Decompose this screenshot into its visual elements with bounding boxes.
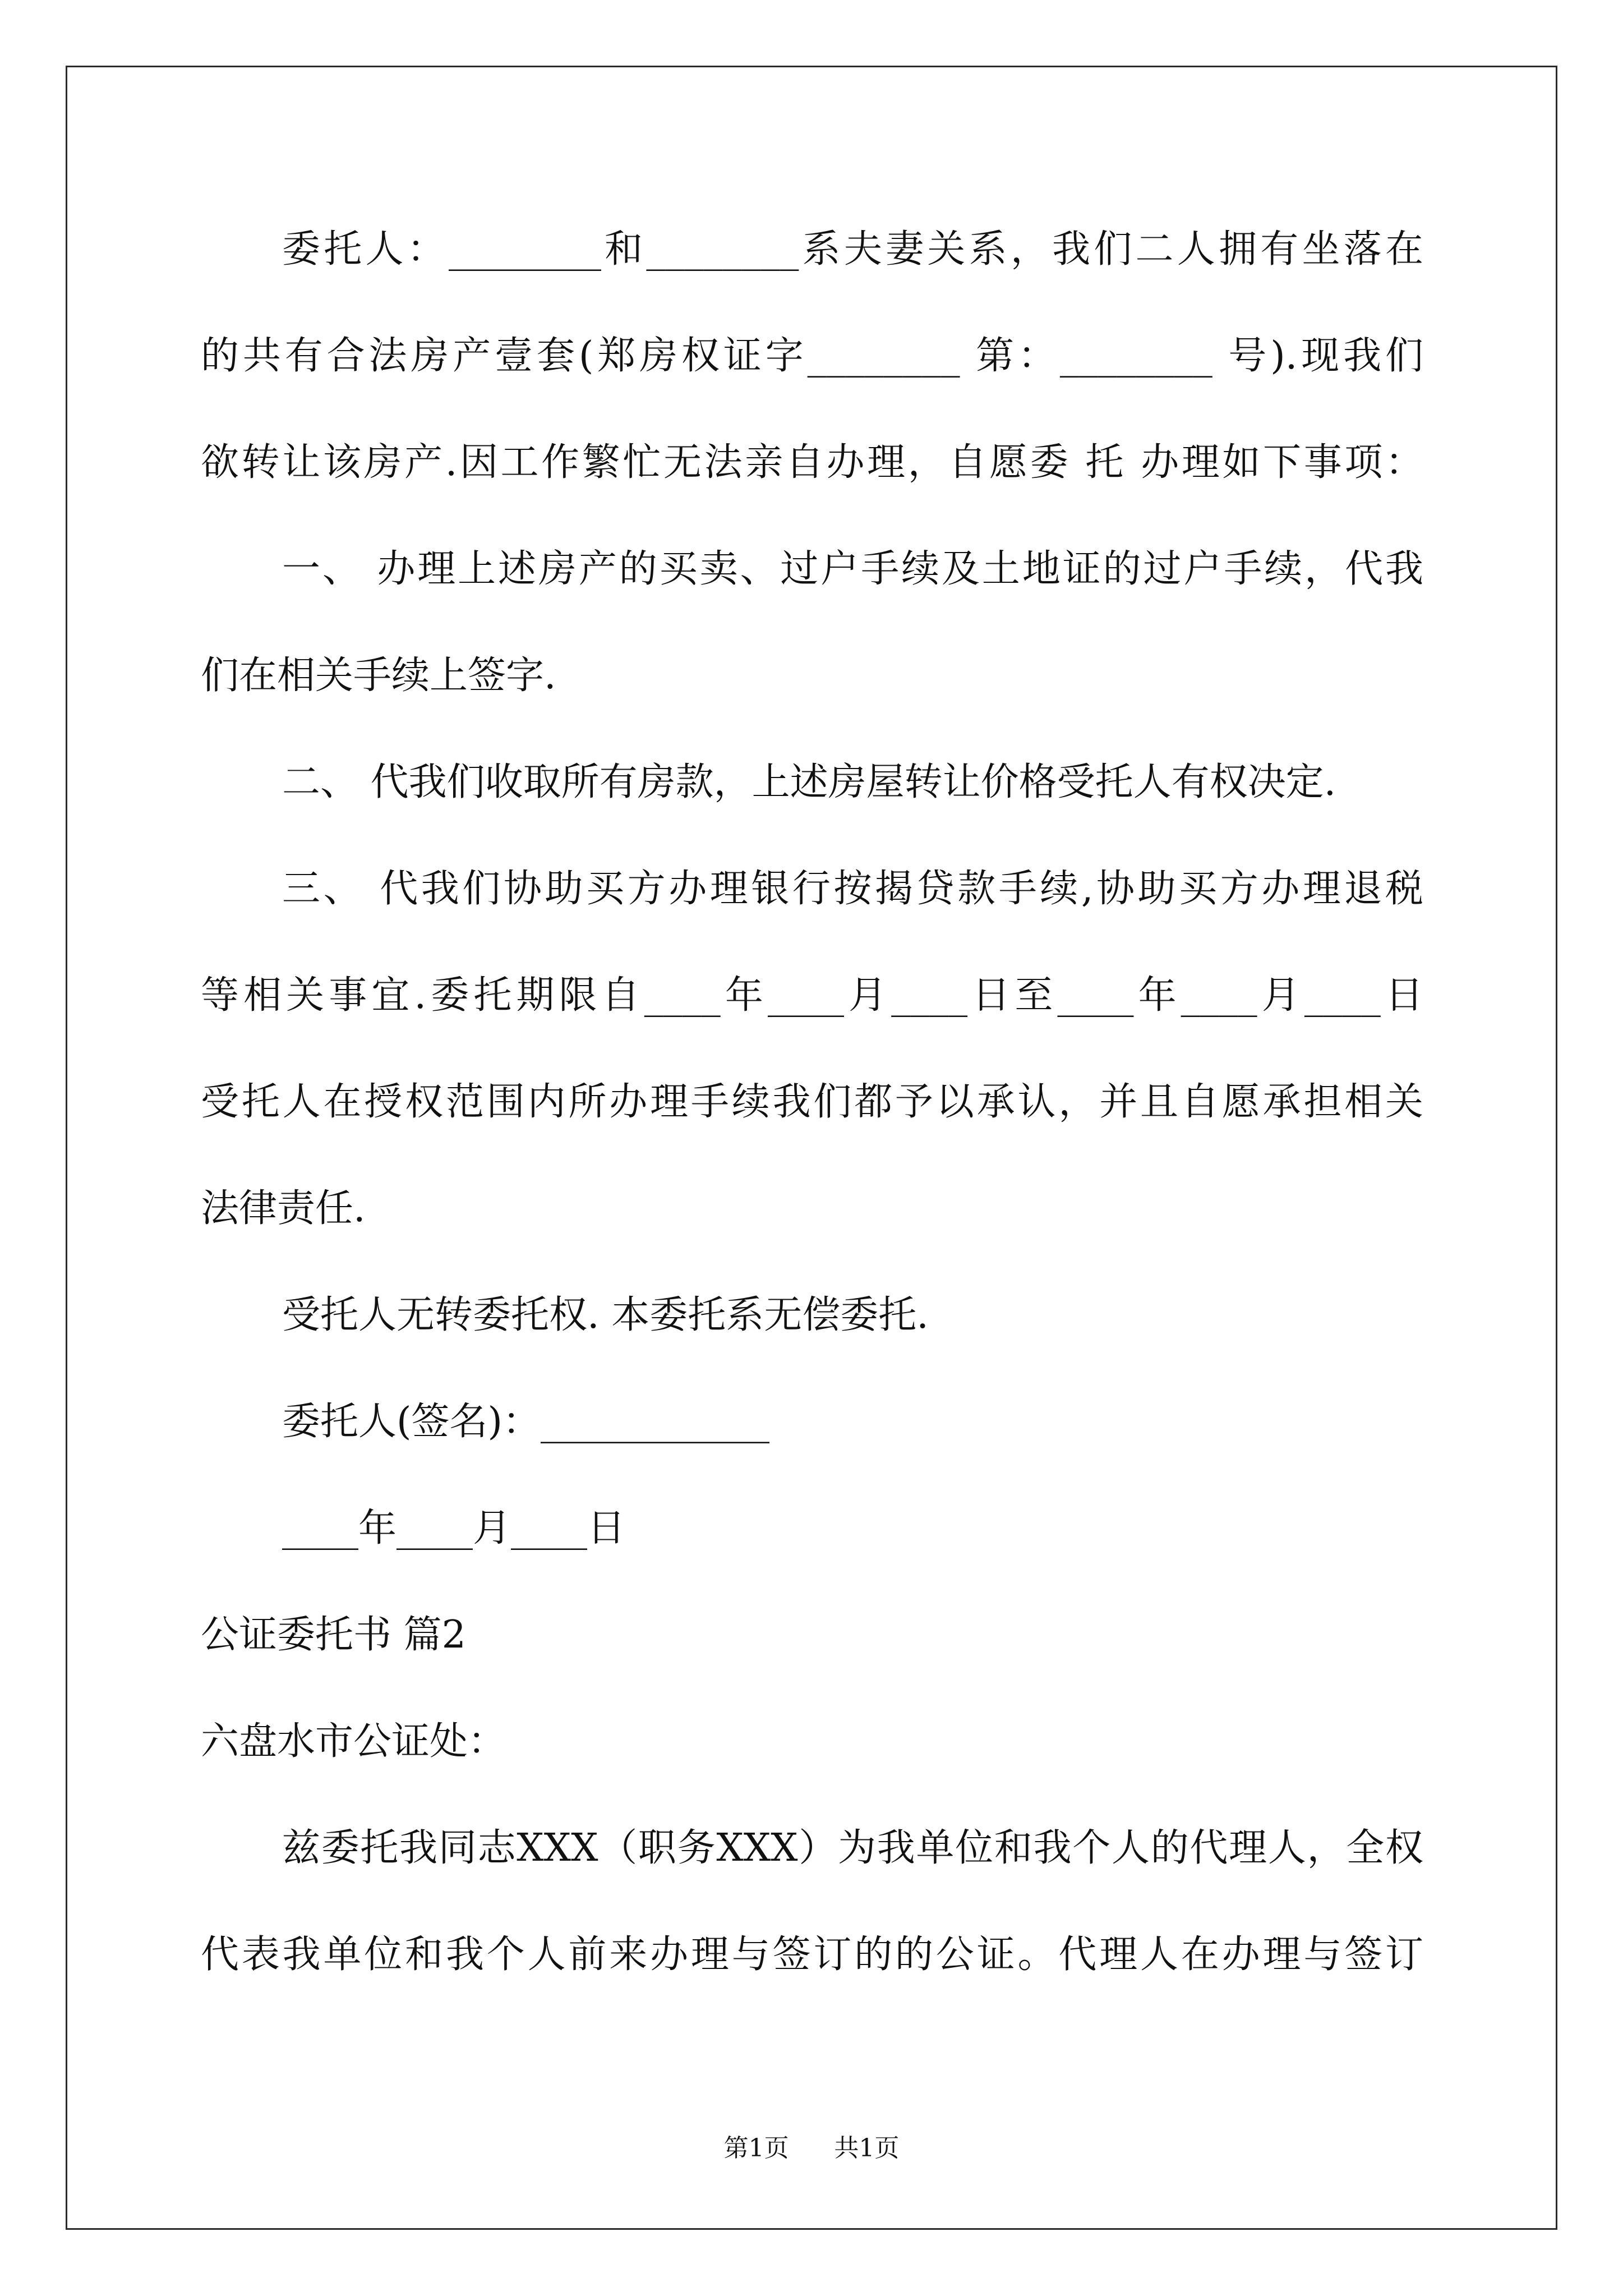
paragraph-line-7: 三、 代我们协助买方办理银行按揭贷款手续,协助买方办理退税	[282, 867, 1423, 911]
paragraph-line-9: 受托人在授权范围内所办理手续我们都予以承认，并且自愿承担相关	[201, 1080, 1423, 1124]
paragraph-line-8: 等相关事宜.委托期限自____年____月____日至____年____月____日	[201, 973, 1423, 1018]
page-border	[66, 66, 1557, 2230]
addressee-line: 六盘水市公证处：	[201, 1719, 506, 1764]
paragraph-line-2: 的共有合法房产壹套(郑房权证字________ 第：________ 号).现我们	[201, 334, 1423, 378]
signature-line: 委托人(签名)：____________	[282, 1400, 770, 1444]
paragraph-line-6: 二、 代我们收取所有房款，上述房屋转让价格受托人有权决定.	[282, 760, 1336, 804]
page-footer: 第1页 共1页	[723, 2134, 900, 2162]
paragraph-line-5: 们在相关手续上签字.	[201, 654, 556, 698]
paragraph-line-13: 代表我单位和我个人前来办理与签订的的公证。代理人在办理与签订	[201, 1932, 1423, 1977]
paragraph-line-3: 欲转让该房产.因工作繁忙无法亲自办理，自愿委 托 办理如下事项：	[201, 440, 1423, 485]
paragraph-line-12: 兹委托我同志XXX（职务XXX）为我单位和我个人的代理人，全权	[282, 1826, 1423, 1870]
paragraph-line-4: 一、 办理上述房产的买卖、过户手续及土地证的过户手续，代我	[282, 547, 1423, 591]
paragraph-line-1: 委托人：________和________系夫妻关系，我们二人拥有坐落在	[282, 227, 1423, 272]
paragraph-line-11: 受托人无转委托权. 本委托系无偿委托.	[282, 1293, 929, 1337]
date-line: ____年____月____日	[282, 1506, 626, 1550]
paragraph-line-10: 法律责任.	[201, 1186, 366, 1231]
section-heading: 公证委托书 篇2	[201, 1613, 466, 1657]
